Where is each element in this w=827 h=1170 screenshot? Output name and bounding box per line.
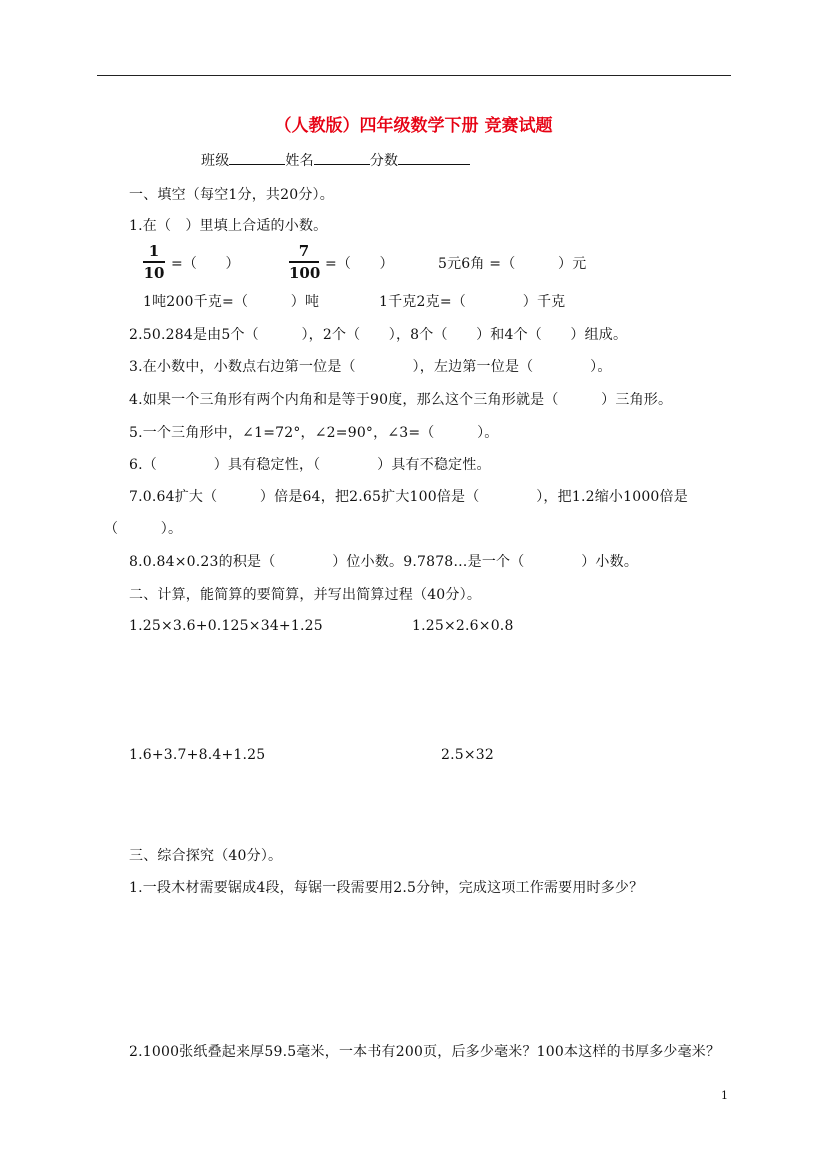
class-label: 班级 [201, 153, 230, 169]
expression-2: 1.25×2.6×0.8 [412, 618, 514, 634]
fraction-1-10 [143, 242, 165, 282]
problem-2: 2.1000张纸叠起来厚59.5毫米，一本书有200页，后多少毫米？100本这样的书厚多少毫米？ [129, 1044, 721, 1060]
score-blank [398, 152, 470, 165]
question-3: 3.在小数中，小数点右边第一位是（ ），左边第一位是（ ）。 [129, 359, 612, 375]
kg-conversion: 1千克2克=（ ）千克 [379, 294, 566, 310]
fraction-7-100 [289, 242, 319, 282]
question-5: 5.一个三角形中，∠1=72°，∠2=90°，∠3=（ ）。 [129, 425, 499, 441]
section2-heading: 二、计算，能简算的要简算，并写出简算过程（40分）。 [129, 587, 482, 603]
expression-3: 1.6+3.7+8.4+1.25 [129, 747, 266, 763]
expression-1: 1.25×3.6+0.125×34+1.25 [129, 618, 323, 634]
name-label: 姓名 [285, 153, 314, 169]
question-8: 8.0.84×0.23的积是（ ）位小数。9.7878…是一个（ ）小数。 [129, 554, 639, 570]
fraction-2-answer: =（ ） [325, 256, 394, 272]
fraction-bar [289, 261, 319, 263]
fraction-denominator: 100 [289, 264, 321, 282]
question-7-continued: （ ）。 [104, 521, 183, 537]
fraction-bar [143, 261, 165, 263]
fraction-denominator: 10 [143, 264, 165, 282]
fraction-numerator: 1 [148, 242, 160, 260]
class-blank [229, 152, 285, 165]
header-rule [97, 75, 731, 76]
student-info-line [201, 150, 470, 170]
question-2: 2.50.284是由5个（ ），2个（ ），8个（ ）和4个（ ）组成。 [129, 327, 628, 343]
page-number: 1 [721, 1089, 728, 1102]
ton-conversion: 1吨200千克=（ ）吨 [143, 294, 320, 310]
section3-heading: 三、综合探究（40分）。 [129, 848, 283, 864]
question-4: 4.如果一个三角形有两个内角和是等于90度，那么这个三角形就是（ ）三角形。 [129, 392, 673, 408]
section1-heading: 一、填空（每空1分，共20分）。 [129, 187, 334, 203]
money-conversion: 5元6角 =（ ）元 [438, 256, 587, 272]
problem-1: 1.一段木材需要锯成4段，每锯一段需要用2.5分钟，完成这项工作需要用时多少？ [129, 880, 644, 896]
score-label: 分数 [369, 153, 399, 169]
fraction-numerator: 7 [298, 242, 310, 260]
question-7: 7.0.64扩大（ ）倍是64，把2.65扩大100倍是（ ），把1.2缩小1000倍是 [129, 489, 688, 505]
question-6: 6.（ ）具有稳定性，（ ）具有不稳定性。 [129, 457, 491, 473]
expression-4: 2.5×32 [441, 747, 495, 763]
fraction-1-answer: =（ ） [171, 256, 240, 272]
page-title: （人教版）四年级数学下册 竞赛试题 [274, 116, 553, 136]
question-1: 1.在（ ）里填上合适的小数。 [129, 218, 328, 234]
name-blank [314, 152, 370, 165]
